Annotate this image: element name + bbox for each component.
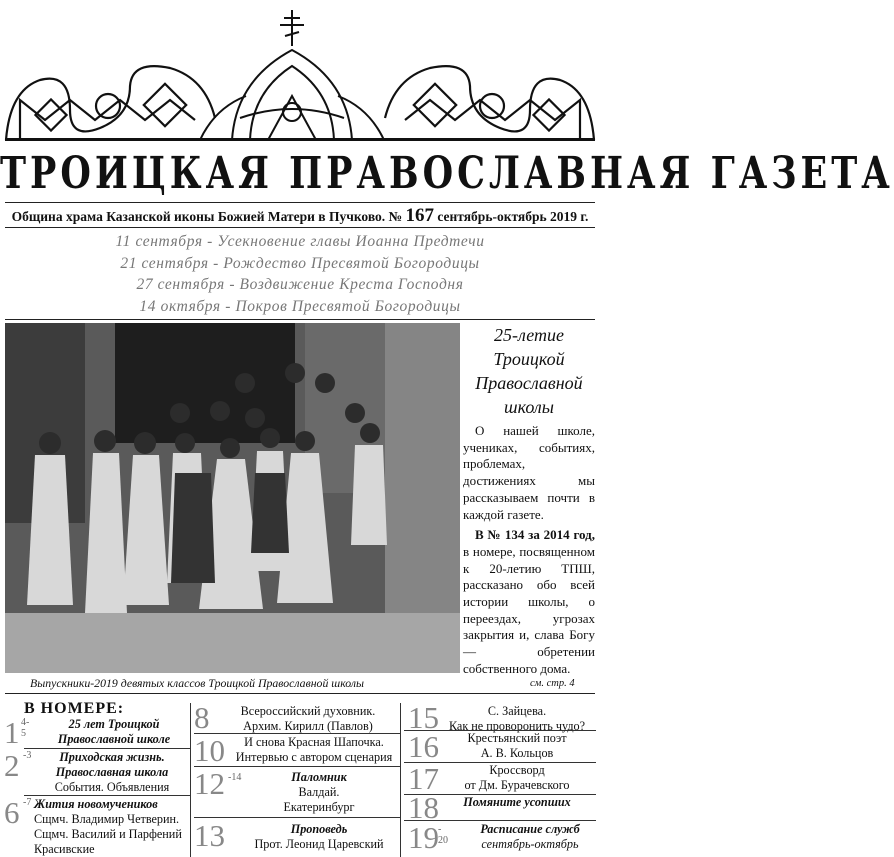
entry-title: Всероссийский духовник. Архим. Кирилл (Павлов) [240, 704, 376, 733]
feast-rule [5, 319, 595, 320]
dome-ornament [200, 50, 384, 140]
entry-title: 25 лет Троицкой Православной школе [57, 717, 171, 746]
title-line: 25-летие [493, 325, 565, 345]
issue-prefix: Община храма Казанской иконы Божией Матери в Пучково. № [11, 209, 403, 224]
issue-date: сентябрь-октябрь 2019 г. [437, 209, 589, 224]
page-range: -14 [228, 772, 242, 783]
toc-rule [5, 693, 595, 694]
contents-heading: В НОМЕРЕ: [24, 700, 125, 717]
feast-item: 11 сентября - Усекновение главы Иоанна Предтечи [115, 233, 485, 250]
anniversary-title [463, 323, 595, 419]
page-number: 1 [4, 715, 20, 750]
page-number: 18 [408, 790, 439, 825]
ornament-header [0, 0, 600, 150]
entry-title: Расписание служб [480, 822, 580, 836]
title-line: школы [504, 397, 554, 417]
entry-title: Приходская жизнь. Православная школа [55, 750, 169, 779]
entry-subtitle: Прот. Леонид Царевский [254, 837, 384, 851]
feast-item: 27 сентября - Воздвижение Креста Господня [136, 276, 464, 293]
entry-subtitle: Валдай. Екатеринбург [283, 785, 355, 814]
page-number: 2 [4, 748, 20, 783]
entry-title: И снова Красная Шапочка. Интервью с автором сценария [235, 735, 393, 764]
title-line: Троицкой [493, 349, 565, 369]
issue-number: 167 [405, 205, 434, 226]
page-number: 13 [194, 818, 225, 853]
feast-item: 21 сентября - Рождество Пресвятой Богородицы [120, 254, 480, 272]
page-range: -7 [23, 797, 32, 808]
page-number: 8 [194, 700, 210, 735]
entry-title: Кроссворд от Дм. Бурачевского [464, 763, 570, 792]
page-number: 12 [194, 766, 225, 801]
issue-rule [5, 227, 595, 228]
anniversary-paragraph-1: О нашей школе, учениках, событиях, проблемах, достижениях мы рассказываем почти в каждой газете. [463, 423, 595, 522]
feast-list [0, 231, 600, 317]
page-range: -3 [23, 750, 32, 761]
page-number: 19 [408, 820, 439, 855]
page-number: 15 [408, 700, 439, 735]
page-number: 10 [194, 733, 225, 768]
title-line: Православной [475, 373, 583, 393]
entry-title: Паломник [291, 770, 347, 784]
feast-item: 14 октября - Покров Пресвятой Богородицы [139, 297, 461, 315]
entry-subtitle: Сщмч. Владимир Четверин. Сщмч. Василий и Парфений Красивские [34, 812, 182, 856]
entry-subtitle: События. Объявления [54, 780, 170, 794]
entry-title: Помяните усопших [463, 795, 571, 809]
paragraph-text: в номере, посвященном к 20-летию ТПШ, рассказано обо всей истории школы, о переездах, угрозах закрытия и, слава Богу — обретении собственного дома. [463, 543, 595, 676]
knotwork-band [6, 66, 594, 140]
entry-title: Жития новомучеников [34, 797, 158, 811]
graduates-photo [5, 323, 460, 673]
masthead-title: ТРОИЦКАЯ ПРАВОСЛАВНАЯ ГАЗЕТА [0, 147, 894, 199]
entry-rule [24, 748, 190, 749]
entry-title: Крестьянский поэт А. В. Кольцов [467, 731, 567, 760]
masthead-rule [5, 202, 595, 203]
group-photo [5, 323, 460, 673]
page-number: 6 [4, 795, 20, 830]
entry-rule [24, 795, 190, 796]
issue-ref: В № 134 за 2014 год, [475, 527, 595, 543]
anniversary-paragraph-2 [463, 527, 595, 677]
entry-title: Проповедь [290, 822, 348, 836]
entry-subtitle: сентябрь-октябрь [481, 837, 579, 851]
entry-title: С. Зайцева. Как не проворонить чудо? [448, 704, 586, 733]
cross-icon [280, 10, 304, 46]
anniversary-column [463, 323, 595, 678]
photo-caption: Выпускники-2019 девятых классов Троицкой Православной школы [30, 676, 365, 690]
see-page-note: см. стр. 4 [530, 678, 575, 689]
issue-line [0, 205, 600, 227]
page-number: 16 [408, 729, 439, 764]
page-number: 17 [408, 761, 439, 796]
page-range: - 20 [438, 824, 448, 846]
page-range: 4-5 [21, 717, 30, 739]
